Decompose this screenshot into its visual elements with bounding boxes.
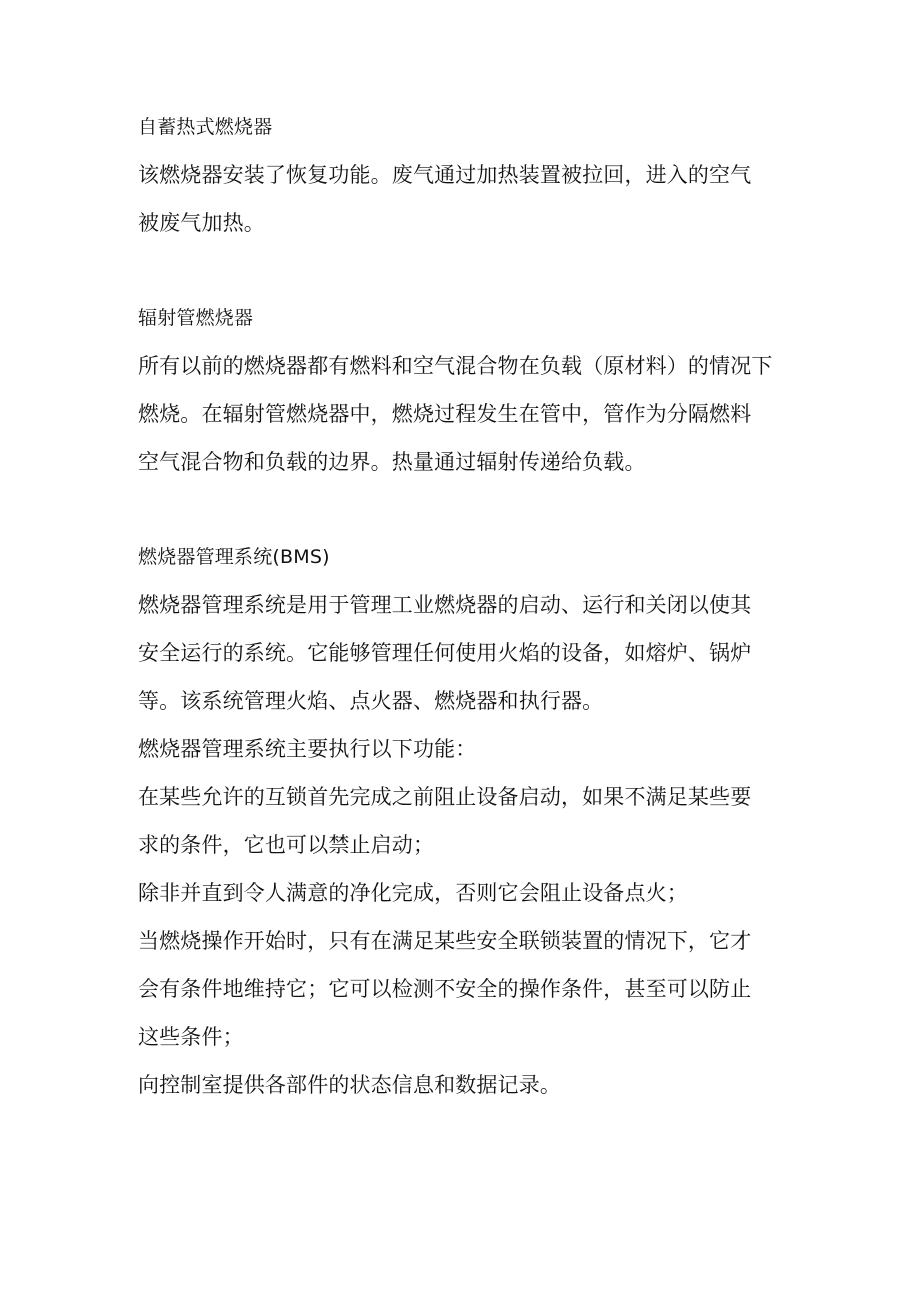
paragraph-line: 等。该系统管理火焰、点火器、燃烧器和执行器。 [138,689,604,713]
paragraph-line: 空气混合物和负载的边界。热量通过辐射传递给负载。 [138,450,646,474]
paragraph-line: 被废气加热。 [138,211,265,235]
paragraph-line: 除非并直到令人满意的净化完成，否则它会阻止设备点火； [138,881,688,905]
paragraph-line: 燃烧器管理系统是用于管理工业燃烧器的启动、运行和关闭以使其 [138,593,752,617]
paragraph-line: 燃烧器管理系统主要执行以下功能： [138,737,477,761]
paragraph-line: 燃烧。在辐射管燃烧器中，燃烧过程发生在管中，管作为分隔燃料 [138,402,752,426]
paragraph-line: 向控制室提供各部件的状态信息和数据记录。 [138,1073,561,1097]
paragraph-line: 在某些允许的互锁首先完成之前阻止设备启动，如果不满足某些要 [138,785,752,809]
paragraph-line: 所有以前的燃烧器都有燃料和空气混合物在负载（原材料）的情况下 [138,354,773,378]
paragraph-line: 求的条件，它也可以禁止启动； [138,833,435,857]
section-heading-radiant-tube-burner: 辐射管燃烧器 [138,307,254,329]
paragraph-line: 该燃烧器安装了恢复功能。废气通过加热装置被拉回，进入的空气 [138,163,752,187]
paragraph-line: 会有条件地维持它；它可以检测不安全的操作条件，甚至可以防止 [138,977,752,1001]
paragraph-line: 安全运行的系统。它能够管理任何使用火焰的设备，如熔炉、锅炉 [138,641,752,665]
section-heading-regenerative-burner: 自蓄热式燃烧器 [138,116,273,138]
paragraph-line: 这些条件； [138,1025,244,1049]
document-body [138,113,778,1100]
paragraph-line: 当燃烧操作开始时，只有在满足某些安全联锁装置的情况下，它才 [138,929,752,953]
section-heading-bms: 燃烧器管理系统(BMS) [138,546,330,568]
